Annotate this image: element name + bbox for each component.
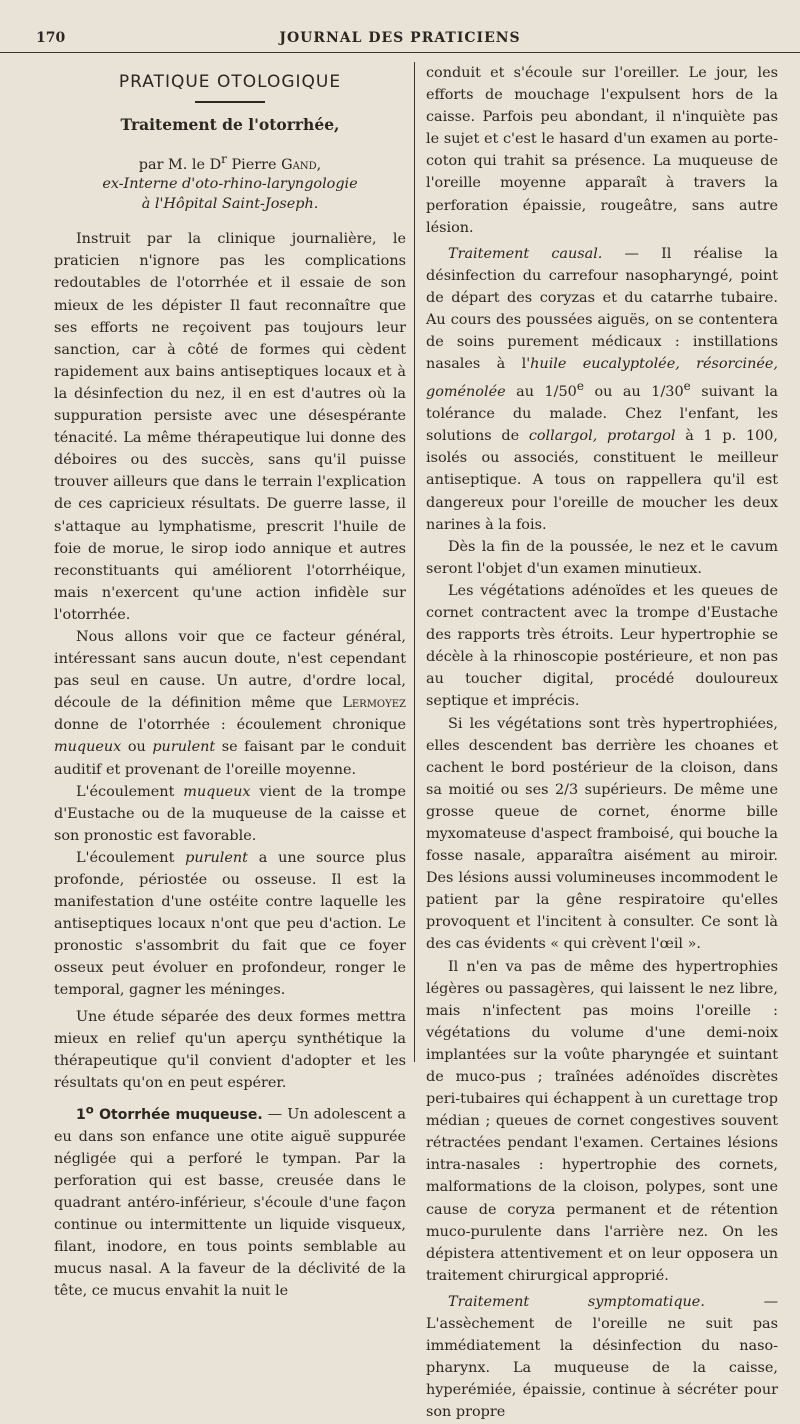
page-header xyxy=(0,28,800,53)
paragraph-hypertrophy: Si les végétations sont très hypertrophiées, elles descendent bas derrière les choanes et cachent le bord postérieur de la cloison, dans sa moitié ou ses 2/3 supérieurs. De même une grosse queue de cornet, énorme bille myxomateuse d'aspect framboisé, qui bouche la fosse nasale, apparaîtra aisément au miroir. Des lésions aussi volumineuses incommodent le patient par la gêne respiratoire qu'elles provoquent et l'incitent à consulter. Ce sont là des cas évidents « qui crèvent l'œil ». xyxy=(426,715,778,953)
article-title: Traitement de l'otorrhée, xyxy=(120,114,340,134)
byline-affiliation: ex-Interne d'oto-rhino-laryngologie xyxy=(102,176,358,193)
byline-hospital: à l'Hôpital Saint-Joseph. xyxy=(141,196,319,213)
paragraph-causal-treatment: Traitement causal. — Il réalise la désinfection du carrefour nasopharyngé, point de départ des coryzas et du catarrhe tubaire. Au cours des poussées aiguës, on se contentera de soins purement médicaux : instillations nasales à l'huile eucalyptolée, résorcinée, goménolée au 1/50e ou au 1/30e suivant la tolérance du malade. Chez l'enfant, les solutions de collargol, protargol à 1 p. 100, isolés ou associés, constituent le meilleur antiseptique. A tous on rappellera qu'il est dangereux pour l'oreille de moucher les deux narines à la fois. xyxy=(426,245,778,533)
left-column xyxy=(54,62,406,1302)
paragraph-continuation: conduit et s'écoule sur l'oreiller. Le jour, les efforts de mouchage l'expulsent hors de la caisse. Parfois peu abondant, il n'inquiète pas le sujet et c'est le hasard d'un examen au porte-coton qui trahit sa présence. La muqueuse de l'oreille moyenne apparaît à travers la perforation épaissie, rougeâtre, sans autre lésion. xyxy=(426,65,778,236)
author-first: Pierre xyxy=(231,156,282,173)
byline xyxy=(54,149,406,215)
heading-rule xyxy=(195,101,265,103)
column-rule xyxy=(414,62,415,1062)
paragraph-purulent-flow: L'écoulement purulent a une source plus profonde, périostée ou osseuse. Il est la manifestation d'une ostéite contre laquelle les antiseptiques locaux n'ont que peu d'action. Le pronostic s'assombrit du fait que ce foyer osseux peut évoluer en profondeur, ronger le temporal, gagner les méninges. xyxy=(54,849,407,999)
paragraph-local-factor: Nous allons voir que ce facteur général, intéressant sans aucun doute, n'est cependant pas seul en cause. Un autre, d'ordre local, découle de la définition même que Lermoyez donne de l'otorrhée : écoulement chronique muqueux ou purulent se faisant par le conduit auditif et provenant de l'oreille moyenne. xyxy=(54,628,406,778)
journal-title: JOURNAL DES PRATICIENS xyxy=(279,30,521,46)
paragraph-adenoids: Les végétations adénoïdes et les queues de cornet contractent avec la trompe d'Eustache des rapports très étroits. Leur hypertrophie se décèle à la rhinoscopie postérieure, et non pas au toucher digital, procédé douloureux septique et imprécis. xyxy=(426,582,778,710)
author-name-lermoyez: Lermoyez xyxy=(342,695,406,712)
paragraph-intro: Instruit par la clinique journalière, le praticien n'ignore pas les complications redoutables de l'otorrhée et il essaie de son mieux de les dépister Il faut reconnaître que ses efforts ne reçoivent pas toujours leur sanction, car à côté de formes qui cèdent rapidement aux bains antiseptiques locaux et à la désinfection du nez, il en est d'autres où la suppuration persiste avec une désespérante ténacité. La même thérapeutique lui donne des déboires ou des succès, sans qu'il puisse trouver ailleurs que dans le terrain l'explication de ces capricieux résultats. De guerre lasse, il s'attaque au lymphatisme, prescrit l'huile de foie de morue, le sirop iodo annique et autres reconstituants qui améliorent l'otorrhéique, mais n'exercent qu'une action infidèle sur l'otorrhée. xyxy=(54,231,406,623)
byline-author-line xyxy=(54,149,406,175)
section-heading: PRATIQUE OTOLOGIQUE xyxy=(118,72,342,92)
paragraph-separate-study: Une étude séparée des deux formes mettra mieux en relief qu'un aperçu synthétique la thérapeutique qu'il convient d'adopter et les résultats qu'on en peut espérer. xyxy=(54,1008,406,1091)
subheading-symptomatic-treatment: Traitement symptomatique. xyxy=(448,1293,705,1310)
right-column xyxy=(426,62,778,1424)
paragraph-mucous-otorrhea: 1$^o$ Otorrhée muqueuse. — Un adolescent a eu dans son enfance une otite aiguë suppurée négligée qui a perforé le tympan. Par la perforation qui est basse, creusée dans le quadrant antéro-inférieur, s'écoule d'une façon continue ou intermittente un liquide visqueux, filant, inodore, en tous points semblable au mucus nasal. A la faveur de la déclivité de la tête, ce mucus envahit la nuit le xyxy=(54,1101,406,1300)
paragraph-symptomatic-treatment: Traitement symptomatique. — L'assèchement de l'oreille ne suit pas immédiatement la désinfection du naso-pharynx. La muqueuse de la caisse, hyperémiée, épaissie, continue à sécréter pour son propre xyxy=(426,1293,778,1421)
byline-dr-sup: r xyxy=(221,151,227,166)
author-last: Gand, xyxy=(281,156,322,173)
paragraph-light-hypertrophy: Il n'en va pas de même des hypertrophies légères ou passagères, qui laissent le nez libre, mais n'infectent pas moins l'oreille : végétations du volume d'une demi-noix implantées sur la voûte pharyngée et suintant de muco-pus ; traînées adénoïdes discrètes peri-tubaires qui échappent à un curettage trop médian ; queues de cornet congestives souvent rétractées pendant l'examen. Certaines lésions intra-nasales : hypertrophie des cornets, malformations de la cloison, polypes, sont une cause de coryza permanent et de rétention muco-purulente dans l'arrière nez. On les dépistera attentivement et on leur opposera un traitement chirurgical approprié. xyxy=(426,958,778,1284)
paragraph-nose-exam: Dès la fin de la poussée, le nez et le cavum seront l'objet d'un examen minutieux. xyxy=(426,538,778,577)
byline-prefix: par M. le D xyxy=(138,156,222,173)
subheading-mucous-otorrhea: 1$^o$ Otorrhée muqueuse. xyxy=(76,1101,263,1123)
paragraph-mucous-flow: L'écoulement muqueux vient de la trompe d'Eustache ou de la muqueuse de la caisse et son pronostic est favorable. xyxy=(54,783,406,844)
subheading-causal-treatment: Traitement causal. xyxy=(448,245,603,262)
page-number: 170 xyxy=(36,30,66,46)
